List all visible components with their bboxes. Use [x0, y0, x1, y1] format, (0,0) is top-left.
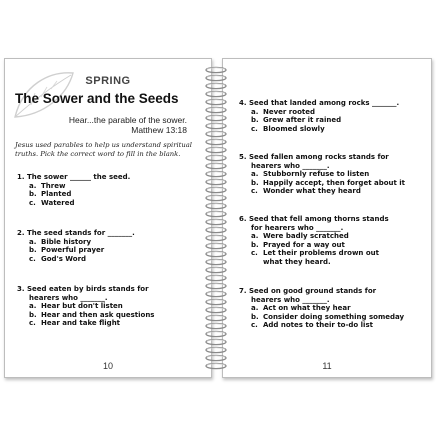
answer-option: a. Threw — [29, 181, 66, 190]
page-number: 11 — [322, 361, 332, 371]
season-heading: SPRING — [85, 75, 131, 87]
question-4 — [239, 99, 423, 133]
question-stem: 5. Seed fallen among rocks stands for — [239, 153, 389, 161]
question-stem: 7. Seed on good ground stands for — [239, 287, 377, 295]
answer-option: b. Hear and then ask questions — [29, 310, 155, 319]
question-stem: 3. Seed eaten by birds stands for — [17, 285, 149, 293]
spiral-binding-icon — [203, 64, 229, 376]
answer-option: a. Never rooted — [251, 107, 315, 116]
question-stem: 4. Seed that landed among rocks _______. — [239, 99, 400, 107]
book-spread — [4, 58, 432, 378]
answer-option: c. Add notes to their to-do list — [251, 321, 373, 330]
right-page — [222, 58, 432, 378]
answer-option: a. Stubbornly refuse to listen — [251, 170, 370, 179]
answer-option: a. Were badly scratched — [251, 232, 349, 241]
answer-option-continued: what they heard. — [263, 257, 331, 266]
question-stem: 2. The seed stands for _______. — [17, 229, 135, 237]
question-stem-continued: hearers who _______. — [251, 161, 330, 170]
answer-option: c. Watered — [29, 198, 75, 207]
answer-option: a. Bible history — [29, 237, 92, 246]
lesson-title: The Sower and the Seeds — [15, 91, 179, 106]
question-6 — [239, 215, 423, 267]
question-2 — [17, 229, 201, 263]
page-number: 10 — [102, 361, 113, 371]
answer-option: b. Planted — [29, 190, 72, 199]
question-stem-continued: hearers who _______. — [251, 295, 330, 304]
answer-option: b. Happily accept, then forget about it — [251, 178, 406, 187]
answer-option: b. Powerful prayer — [29, 246, 105, 255]
question-1 — [17, 173, 201, 207]
answer-option: b. Grew after it rained — [251, 116, 342, 125]
scripture-verse — [69, 115, 187, 135]
question-7 — [239, 287, 423, 330]
question-5 — [239, 153, 423, 196]
question-stem: 1. The sower ______ the seed. — [17, 173, 131, 181]
answer-option: b. Prayed for a way out — [251, 240, 345, 249]
question-stem-continued: hearers who _______. — [29, 293, 108, 302]
verse-reference: Matthew 13:18 — [131, 125, 187, 135]
answer-option: c. Wonder what they heard — [251, 187, 361, 196]
question-3 — [17, 285, 201, 328]
answer-option: c. God's Word — [29, 254, 87, 263]
answer-option: c. Let their problems drown out — [251, 249, 379, 258]
answer-option: c. Hear and take flight — [29, 319, 121, 328]
instruction-text: Jesus used parables to help us understand spiritual truths. Pick the correct word to fill in the blank. — [15, 141, 192, 158]
answer-option: b. Consider doing something someday — [251, 312, 405, 321]
question-stem-continued: for hearers who _______. — [251, 223, 344, 232]
answer-option: a. Hear but don't listen — [29, 302, 123, 311]
answer-option: a. Act on what they hear — [251, 304, 351, 313]
answer-option: c. Bloomed slowly — [251, 124, 325, 133]
left-page — [4, 58, 212, 378]
verse-text: Hear...the parable of the sower. — [68, 115, 187, 125]
question-stem: 6. Seed that fell among thorns stands — [239, 215, 389, 223]
